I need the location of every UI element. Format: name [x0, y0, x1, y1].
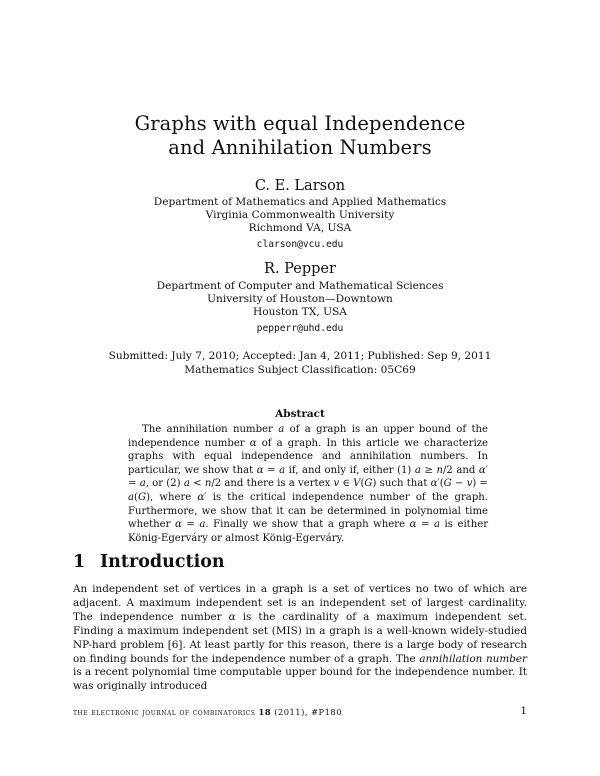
journal-volume: 18	[258, 707, 272, 717]
author-affiliation	[0, 196, 600, 236]
introduction-text: An independent set of vertices in a graph is a set of vertices no two of which are adjacent. A maximum independent set is an independent set of largest cardinality. The independence number α is the cardinality of a maximum independent set. Finding a maximum independent set (MIS) in a graph is a well-known widely-studied NP-hard problem [6]. At least partly for this reason, there is a large body of research on finding bounds for the independence number of a graph. The annihilation number is a recent polynomial time computable upper bound for the independence number. It was originally introduced	[73, 583, 527, 693]
abstract-text: The annihilation number a of a graph is an upper bound of the independence number α of a graph. In this article we characterize graphs with equal independence and annihilation numbers. In particular, we show that α = a if, and only if, either (1) a ≥ n/2 and α′ = a, or (2) a < n/2 and there is a vertex v ∈ V(G) such that α′(G − v) = a(G), where α′ is the critical independence number of the graph. Furthermore, we show that it can be determined in polynomial time whether α = a. Finally we show that a graph where α = a is either König-Egerváry or almost König-Egerváry.	[128, 424, 489, 544]
affiliation-line: Department of Mathematics and Applied Mathematics	[153, 196, 447, 208]
paper-title	[0, 112, 600, 160]
journal-citation: (2011), #P180	[274, 707, 342, 717]
section-heading	[73, 551, 225, 573]
author-name: R. Pepper	[264, 261, 336, 277]
author-email[interactable]: pepperr@uhd.edu	[256, 323, 344, 334]
section-number: 1	[73, 552, 86, 572]
author-name: C. E. Larson	[254, 178, 346, 194]
section-title: Introduction	[100, 552, 225, 572]
affiliation-line: Virginia Commonwealth University	[205, 209, 395, 222]
title-line-2: and Annihilation Numbers	[168, 136, 432, 159]
subject-classification: Mathematics Subject Classification: 05C69	[184, 364, 416, 376]
journal-footer	[73, 707, 342, 717]
abstract-heading: Abstract	[275, 408, 325, 420]
page-number: 1	[520, 705, 527, 717]
affiliation-line: Department of Computer and Mathematical Sciences	[156, 280, 444, 292]
journal-name: the electronic journal of combinatorics	[73, 707, 256, 717]
affiliation-line: Richmond VA, USA	[248, 222, 352, 235]
title-line-1: Graphs with equal Independence	[134, 112, 466, 135]
affiliation-line: Houston TX, USA	[253, 306, 347, 319]
affiliation-line: University of Houston—Downtown	[207, 293, 393, 306]
submission-dates: Submitted: July 7, 2010; Accepted: Jan 4, 2011; Published: Sep 9, 2011	[108, 350, 492, 362]
author-email[interactable]: clarson@vcu.edu	[256, 239, 344, 250]
author-affiliation	[0, 280, 600, 320]
